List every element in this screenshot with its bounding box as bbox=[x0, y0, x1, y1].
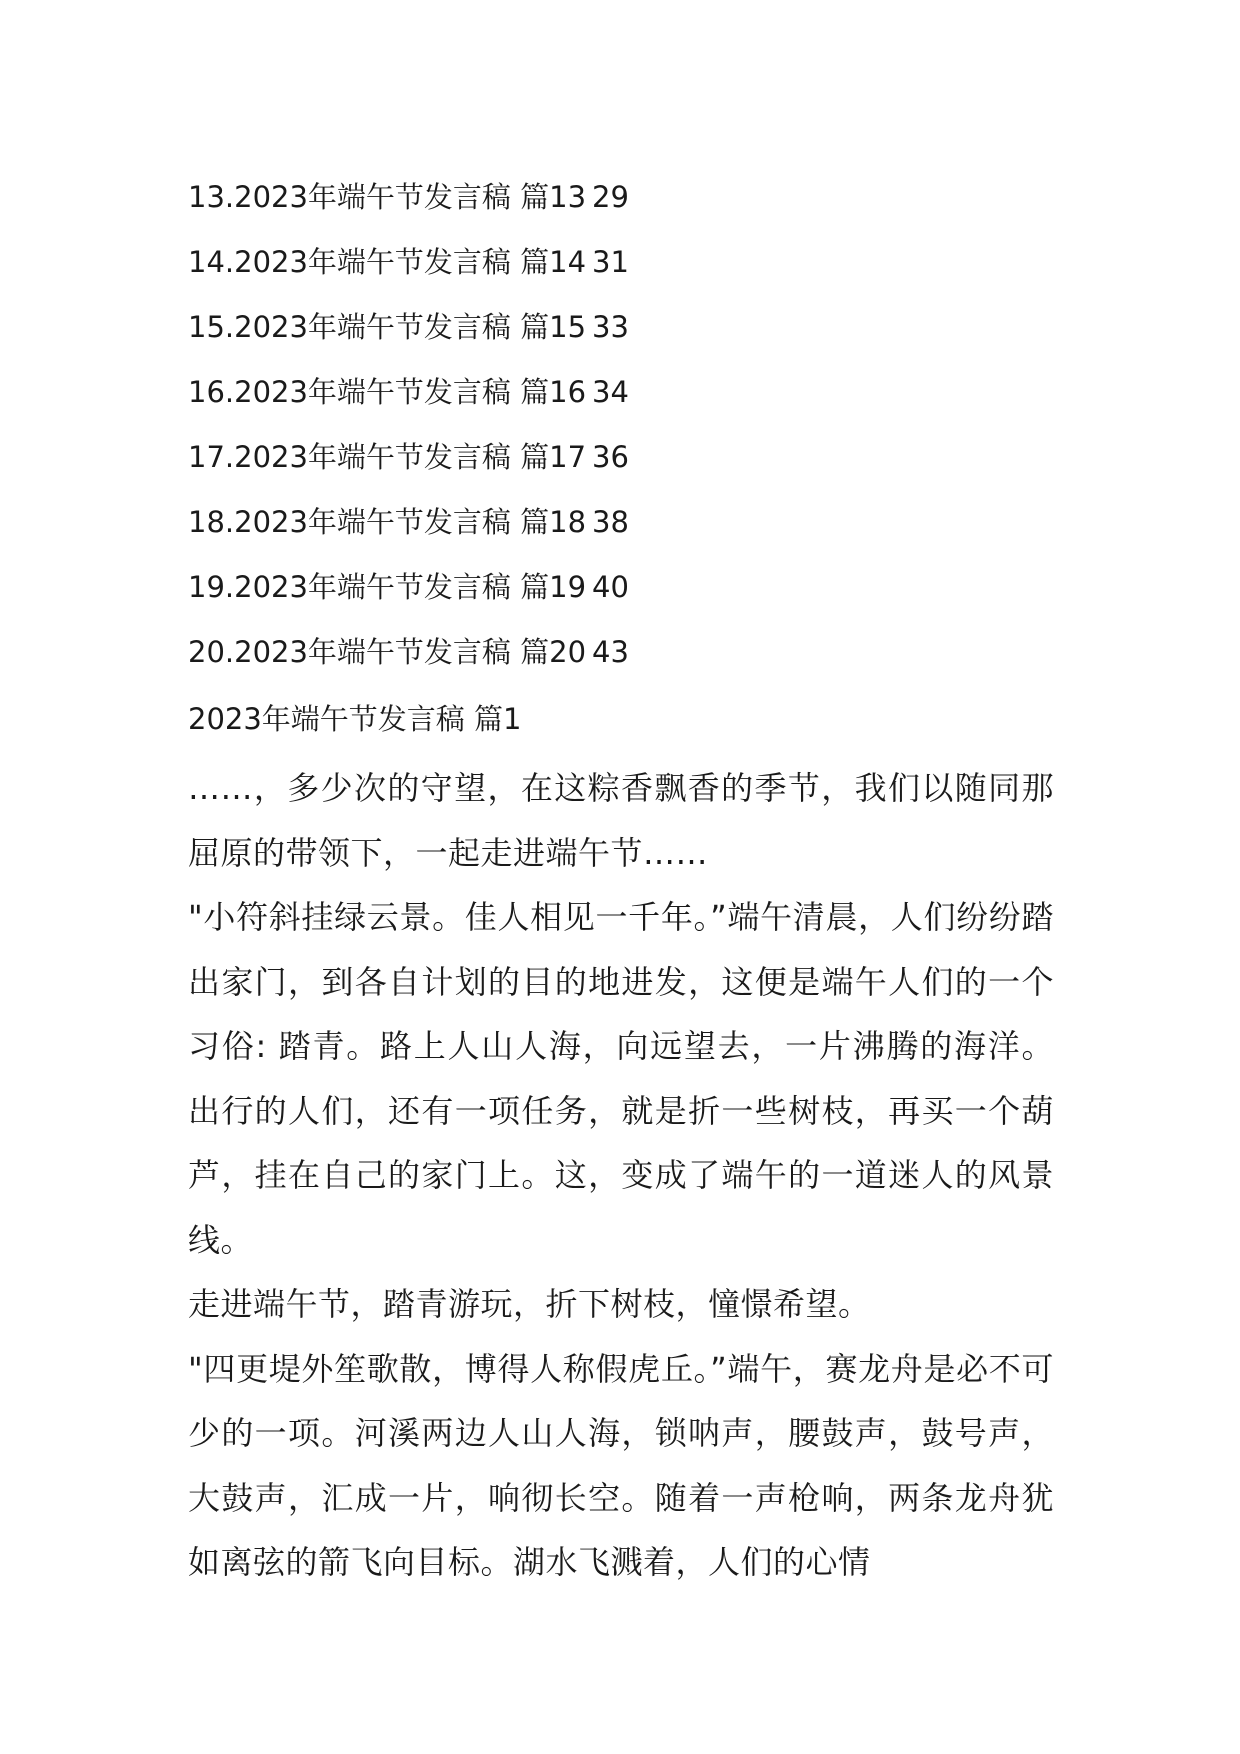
toc-entry[interactable] bbox=[188, 562, 1068, 627]
toc-entry[interactable] bbox=[188, 172, 1068, 237]
body-text bbox=[188, 756, 1054, 1595]
toc-page-number: 29 bbox=[592, 180, 629, 214]
toc-entry-label: 16.2023年端午节发言稿 篇16 bbox=[188, 375, 587, 409]
toc-entry-label: 14.2023年端午节发言稿 篇14 bbox=[188, 245, 587, 279]
toc-entry-label: 20.2023年端午节发言稿 篇20 bbox=[188, 635, 587, 669]
toc-entry[interactable] bbox=[188, 302, 1068, 367]
toc-page-number: 31 bbox=[592, 245, 629, 279]
toc-entry-label: 15.2023年端午节发言稿 篇15 bbox=[188, 310, 587, 344]
table-of-contents bbox=[188, 172, 1068, 692]
paragraph: ……，多少次的守望，在这粽香飘香的季节，我们以随同那屈原的带领下，一起走进端午节…… bbox=[188, 769, 1054, 872]
toc-entry[interactable] bbox=[188, 627, 1068, 692]
toc-entry-label: 19.2023年端午节发言稿 篇19 bbox=[188, 570, 587, 604]
paragraph: "小符斜挂绿云景。佳人相见一千年。”端午清晨，人们纷纷踏出家门，到各自计划的目的地进发，这便是端午人们的一个习俗: 踏青。路上人山人海，向远望去，一片沸腾的海洋。出行的人们，还有一项任务，就是折一些树枝，再买一个葫芦，挂在自己的家门上。这，变成了端午的一道迷人的风景线。 bbox=[188, 898, 1054, 1259]
toc-page-number: 40 bbox=[592, 570, 629, 604]
paragraph: 走进端午节，踏青游玩，折下树枝，憧憬希望。 bbox=[188, 1285, 871, 1323]
paragraph: "四更堤外笙歌散，博得人称假虎丘。”端午，赛龙舟是必不可少的一项。河溪两边人山人海，锁呐声，腰鼓声，鼓号声，大鼓声，汇成一片，响彻长空。随着一声枪响，两条龙舟犹如离弦的箭飞向目标。湖水飞溅着，人们的心情 bbox=[188, 1349, 1054, 1581]
toc-page-number: 33 bbox=[592, 310, 629, 344]
toc-page-number: 38 bbox=[592, 505, 629, 539]
section-title: 2023年端午节发言稿 篇1 bbox=[188, 702, 522, 736]
toc-entry-label: 13.2023年端午节发言稿 篇13 bbox=[188, 180, 587, 214]
toc-page-number: 34 bbox=[592, 375, 629, 409]
toc-entry[interactable] bbox=[188, 237, 1068, 302]
toc-page-number: 43 bbox=[592, 635, 629, 669]
toc-entry[interactable] bbox=[188, 497, 1068, 562]
toc-entry[interactable] bbox=[188, 367, 1068, 432]
toc-entry-label: 18.2023年端午节发言稿 篇18 bbox=[188, 505, 587, 539]
toc-entry-label: 17.2023年端午节发言稿 篇17 bbox=[188, 440, 587, 474]
toc-page-number: 36 bbox=[592, 440, 629, 474]
toc-entry[interactable] bbox=[188, 432, 1068, 497]
